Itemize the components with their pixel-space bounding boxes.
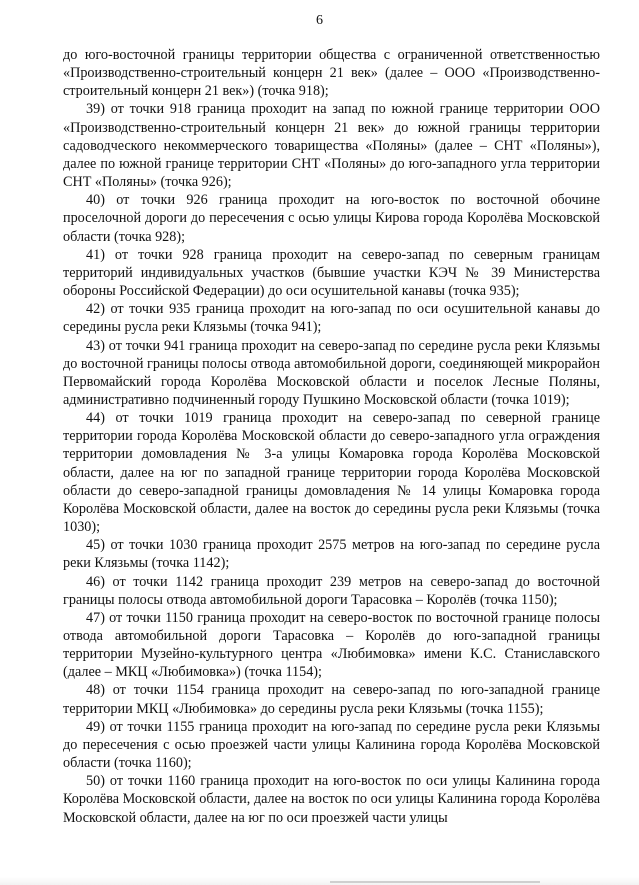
scan-footer-mark (330, 881, 540, 883)
paragraph-item-49: 49) от точки 1155 граница проходит на юго-запад по середине русла реки Клязьмы до пересечения с осью проезжей части улицы Калинина города Королёва Московской области (точка 1160); (63, 718, 600, 772)
paragraph-continuation: до юго-восточной границы территории общества с ограниченной ответственностью «Производственно-строительный концерн 21 век» (далее – ООО «Производственно-строительный концерн 21 век») (точка 918); (63, 47, 600, 100)
paragraph-item-40: 40) от точки 926 граница проходит на юго-восток по восточной обочине проселочной дороги до пересечения с осью улицы Кирова города Королёва Московской области (точка 928); (63, 192, 600, 245)
paragraph-item-39: 39) от точки 918 граница проходит на запад по южной границе территории ООО «Производственно-строительный концерн 21 век» до южной границы территории садоводческого некоммерческого товарищества «Поляны» (далее – СНТ «Поляны»), далее по южной границе территории СНТ «Поляны» до юго-западного угла территории СНТ «Поляны» (точка 926); (63, 101, 600, 191)
paragraph-item-42: 42) от точки 935 граница проходит на юго-запад по оси осушительной канавы до середины русла реки Клязьмы (точка 941); (63, 301, 600, 336)
document-body (63, 46, 600, 827)
page-number: 6 (316, 13, 323, 28)
paragraph-item-41: 41) от точки 928 граница проходит на северо-запад по северным границам территорий индивидуальных участков (бывшие участки КЭЧ № 39 Министерства обороны Российской Федерации) до оси осушительной канавы (точка 935); (63, 246, 600, 300)
paragraph-item-47: 47) от точки 1150 граница проходит на северо-восток по восточной границе полосы отвода автомобильной дороги Тарасовка – Королёв до юго-западной границы территории Музейно-культурного центра «Любимовка» имени К.С. Станиславского (далее – МКЦ «Любимовка») (точка 1154); (63, 609, 600, 681)
paragraph-item-46: 46) от точки 1142 граница проходит 239 метров на северо-запад до восточной границы полосы отвода автомобильной дороги Тарасовка – Королёв (точка 1150); (63, 573, 600, 608)
scan-bottom-edge (0, 877, 639, 885)
paragraph-item-48: 48) от точки 1154 граница проходит на северо-запад по юго-западной границе территории МКЦ «Любимовка» до середины русла реки Клязьмы (точка 1155); (63, 682, 600, 717)
paragraph-item-44: 44) от точки 1019 граница проходит на северо-запад по северной границе территории города Королёва Московской области до северо-западного угла ограждения территории домовладения № 3-а улицы Комаровка города Королёва Московской области, далее на юг по западной границе территории города Королёва Московской области до северо-западной границы домовладения № 14 улицы Комаровка города Королёва Московской области, далее на восток до середины русла реки Клязьмы (точка 1030); (63, 410, 600, 536)
paragraph-item-45: 45) от точки 1030 граница проходит 2575 метров на юго-запад по середине русла реки Клязьмы (точка 1142); (63, 537, 600, 572)
paragraph-item-43: 43) от точки 941 граница проходит на северо-запад по середине русла реки Клязьмы до восточной границы полосы отвода автомобильной дороги, соединяющей микрорайон Первомайский города Королёва Московской области и поселок Лесные Поляны, административно подчиненный городу Пушкино Московской области (точка 1019); (63, 337, 600, 408)
paragraph-item-50: 50) от точки 1160 граница проходит на юго-восток по оси улицы Калинина города Королёва Московской области, далее на восток по оси улицы Калинина города Королёва Московской области, далее на юг по оси проезжей части улицы (63, 773, 600, 826)
